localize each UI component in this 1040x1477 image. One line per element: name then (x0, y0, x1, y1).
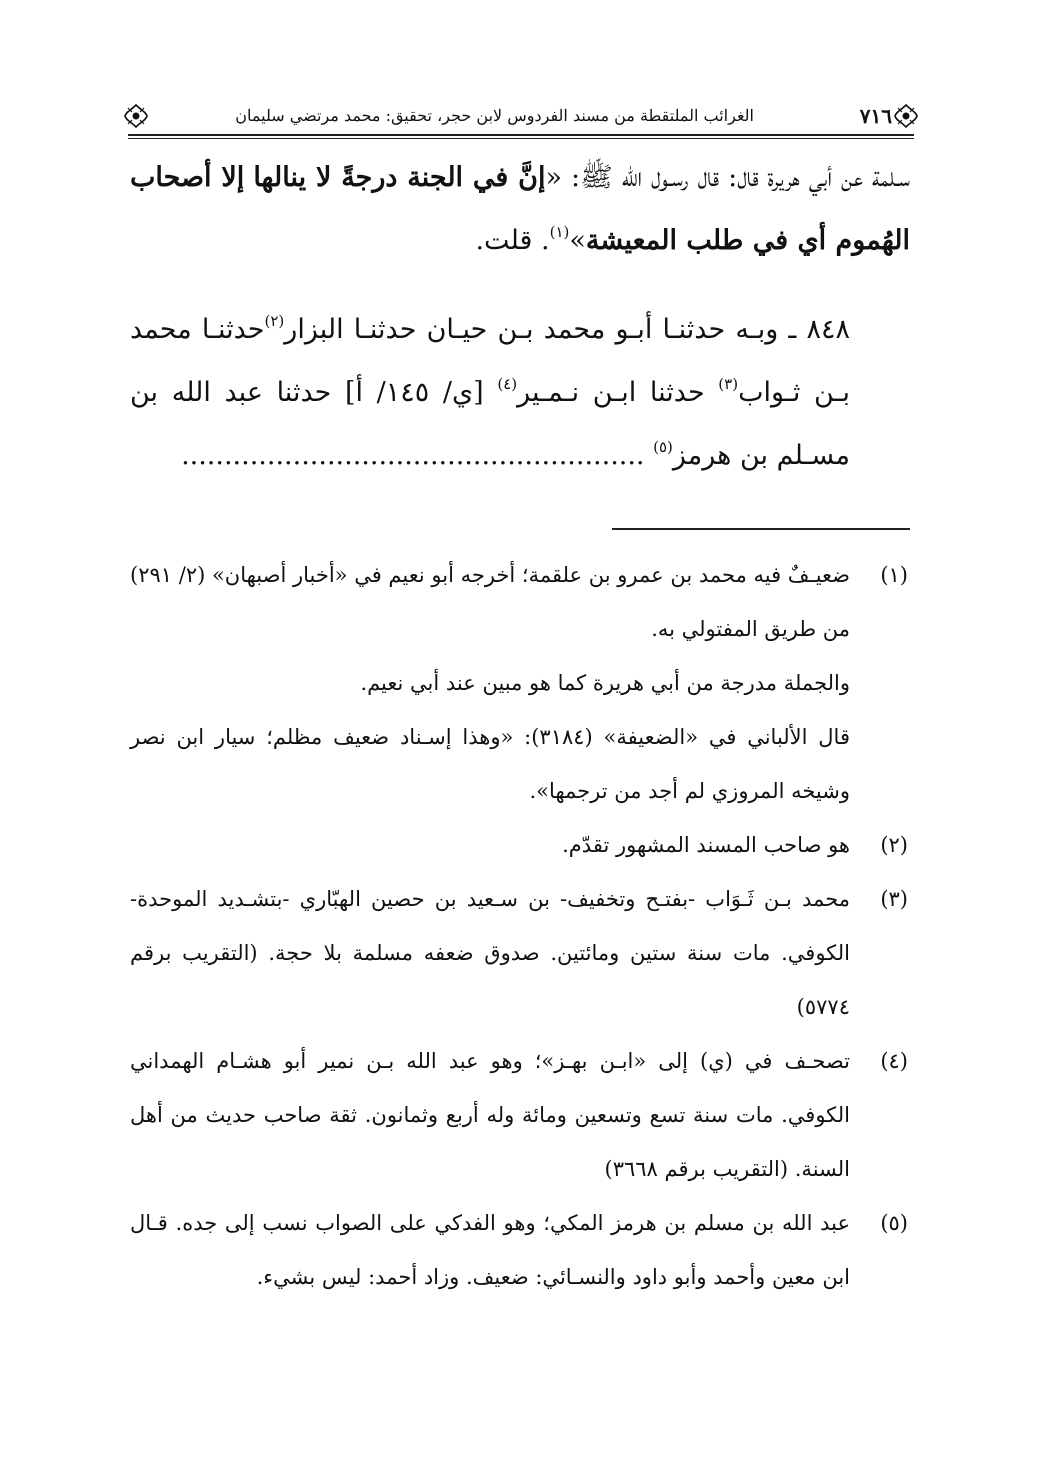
footnote-1-cont: والجملة مدرجة من أبي هريرة كما هو مبين عند أبي نعيم. (360, 671, 850, 695)
footnote-3 (130, 872, 910, 1034)
hadith-text: إنَّ في الجنة درجةً لا ينالها (253, 162, 546, 193)
footnote-1-cont2: قال الألباني في «الضعيفة» (٣١٨٤): «وهذا إسـناد ضعيف مظلم؛ سيار ابن نصر وشيخه المروزي لم أجد من ترجمها». (130, 725, 850, 803)
footnote-text: تصحـف في (ي) إلى «ابـن بهـز»؛ وهو عبد الله بـن نمير أبو هشـام الهمداني الكوفي. مات سنة تسع وتسعين ومائة وله أربع وثمانون. ثقة صاحب حديث من أهل السنة. (التقريب برقم ٣٦٦٨) (130, 1049, 850, 1181)
footnotes (130, 548, 910, 1304)
ornament-icon (892, 102, 920, 130)
footnote-2 (130, 818, 910, 872)
footnote-number: (١) (880, 563, 908, 587)
running-header (128, 100, 914, 134)
main-text (130, 146, 910, 487)
footnote-text: محمد بـن ثَـوَاب -بفتـح وتخفيف- بن سـعيد بن حصين الهبّاري -بتشـديد الموحدة- الكوفي. مات سنة ستين ومائتين. صدوق ضعفه مسلمة بلا حجة. (التقريب برقم ٥٧٧٤) (130, 887, 850, 1019)
paragraph-hadith-end: سـلمة عن أبي هريرة قال: قال رسـول الله ﷺ: «إنَّ في الجنة درجةً لا ينالها إلا أصحاب الهُموم أي في طلب المعيشة»$^{(١)}$. قلت. (130, 162, 911, 256)
footnote-number: (٤) (880, 1049, 908, 1073)
footnote-ref-3[interactable]: (٣) (718, 375, 739, 393)
paragraph-848: ٨٤٨ ـ وبـه حدثنـا أبـو محمد بـن حيـان حدثنـا البزار$^{(٢)}$حدثنـا محمد بـن ثـواب$^{(٣)}$ حدثنا ابـن نـمـير$^{(٤)}$ [ي/ ١٤٥/ أ] حدثنا عبد الله بن مسـلم بن هرمز$^{(٥)}$ ...................................................... (130, 312, 850, 471)
footnote-ref-4[interactable]: (٤) (497, 375, 518, 393)
footnote-4 (130, 1034, 910, 1196)
hadith-text-cont: إلا أصحاب الهُموم أي في طلب المعيشة (130, 162, 910, 256)
footnote-5 (130, 1196, 910, 1304)
footnote-text: عبد الله بن مسلم بن هرمز المكي؛ وهو الفدكي على الصواب نسب إلى جده. قـال ابن معين وأحمد وأبو داود والنسـائي: ضعيف. وزاد أحمد: ليس بشيء. (130, 1211, 851, 1289)
footnote-number: (٣) (880, 887, 908, 911)
footnote-text: هو صاحب المسند المشهور تقدّم. (562, 833, 850, 857)
ellipsis-dots: ...................................................... (181, 440, 654, 471)
ornament-icon (122, 102, 150, 130)
footnote-ref-2[interactable]: (٢) (264, 312, 285, 330)
header-rule-thin (128, 138, 914, 139)
footnote-separator (612, 528, 910, 530)
footnote-text: ضعيـفٌ فيه محمد بن عمرو بن علقمة؛ أخرجه أبو نعيم في «أخبار أصبهان» (٢/ ٢٩١) من طريق المفتولي به. (130, 563, 850, 641)
footnote-number: (٢) (880, 833, 908, 857)
footnote-1 (130, 548, 910, 656)
footnote-number: (٥) (880, 1211, 908, 1235)
footnote-ref-1[interactable]: (١) (549, 223, 570, 241)
page-number: ٧١٦ (859, 104, 892, 128)
running-title: الغرائب الملتقطة من مسند الفردوس لابن حجر، تحقيق: محمد مرتضي سليمان (235, 106, 754, 125)
footnote-ref-5[interactable]: (٥) (653, 438, 673, 456)
header-rule (128, 134, 914, 136)
